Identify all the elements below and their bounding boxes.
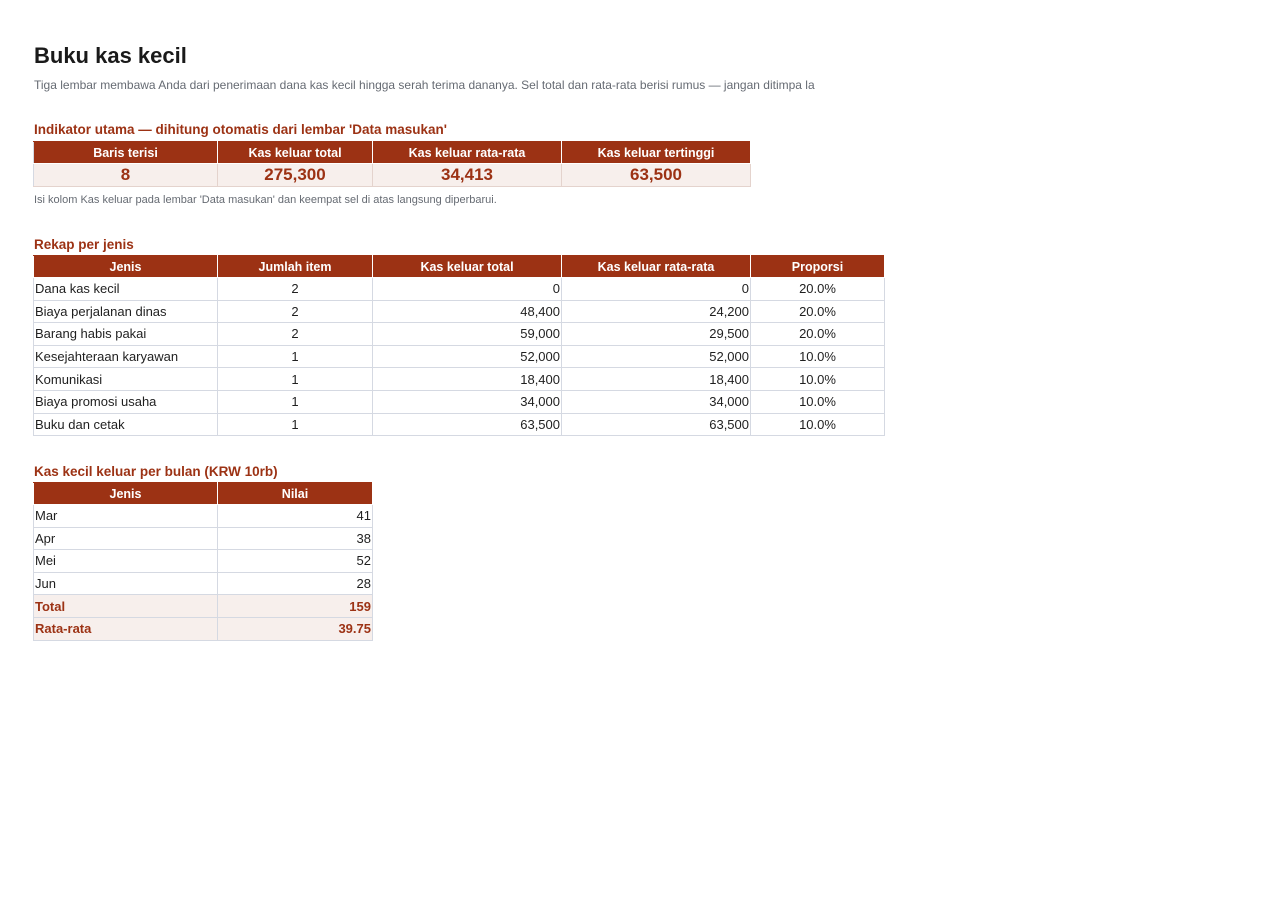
cell-jumlah-item[interactable]: 2 bbox=[218, 323, 373, 346]
rekap-header-cell[interactable]: Kas keluar total bbox=[373, 256, 562, 278]
cell-bulan[interactable]: Jun bbox=[34, 572, 218, 595]
cell-jenis[interactable]: Biaya promosi usaha bbox=[34, 390, 218, 413]
cell-rata-rata[interactable]: 18,400 bbox=[562, 368, 751, 391]
rekap-header-cell[interactable]: Jumlah item bbox=[218, 256, 373, 278]
rekap-section-title: Rekap per jenis bbox=[34, 237, 134, 252]
cell-jumlah-item[interactable]: 2 bbox=[218, 278, 373, 301]
sheet-subtitle: Tiga lembar membawa Anda dari penerimaan dana kas kecil hingga serah terima dananya. Sel total dan rata-rata berisi rumus — jangan ditimpa la bbox=[34, 78, 815, 92]
table-row bbox=[34, 550, 373, 573]
rekap-header-cell[interactable]: Jenis bbox=[34, 256, 218, 278]
cell-proporsi[interactable]: 10.0% bbox=[751, 413, 885, 436]
table-row bbox=[34, 390, 885, 413]
cell-total[interactable]: 59,000 bbox=[373, 323, 562, 346]
bulan-header-cell[interactable]: Jenis bbox=[34, 483, 218, 505]
cell-proporsi[interactable]: 20.0% bbox=[751, 323, 885, 346]
cell-proporsi[interactable]: 20.0% bbox=[751, 300, 885, 323]
kpi-total-outflow-cell[interactable]: 275,300 bbox=[218, 164, 373, 187]
kpi-max-outflow-cell[interactable]: 63,500 bbox=[562, 164, 751, 187]
cell-jumlah-item[interactable]: 1 bbox=[218, 368, 373, 391]
total-label-cell[interactable]: Total bbox=[34, 595, 218, 618]
cell-proporsi[interactable]: 10.0% bbox=[751, 345, 885, 368]
cell-nilai[interactable]: 52 bbox=[218, 550, 373, 573]
cell-nilai[interactable]: 41 bbox=[218, 505, 373, 528]
average-value-cell[interactable]: 39.75 bbox=[218, 617, 373, 640]
cell-jumlah-item[interactable]: 1 bbox=[218, 345, 373, 368]
table-row bbox=[34, 505, 373, 528]
cell-total[interactable]: 18,400 bbox=[373, 368, 562, 391]
rekap-table bbox=[33, 255, 885, 436]
cell-total[interactable]: 0 bbox=[373, 278, 562, 301]
cell-jenis[interactable]: Barang habis pakai bbox=[34, 323, 218, 346]
table-row bbox=[34, 278, 885, 301]
cell-bulan[interactable]: Apr bbox=[34, 527, 218, 550]
cell-jenis[interactable]: Kesejahteraan karyawan bbox=[34, 345, 218, 368]
bulan-section-title: Kas kecil keluar per bulan (KRW 10rb) bbox=[34, 464, 278, 479]
kpi-value-row bbox=[34, 164, 751, 187]
kpi-header-row bbox=[34, 142, 751, 164]
table-row bbox=[34, 368, 885, 391]
cell-rata-rata[interactable]: 24,200 bbox=[562, 300, 751, 323]
cell-nilai[interactable]: 38 bbox=[218, 527, 373, 550]
cell-total[interactable]: 34,000 bbox=[373, 390, 562, 413]
cell-jenis[interactable]: Komunikasi bbox=[34, 368, 218, 391]
cell-jenis[interactable]: Biaya perjalanan dinas bbox=[34, 300, 218, 323]
table-row bbox=[34, 345, 885, 368]
cell-total[interactable]: 63,500 bbox=[373, 413, 562, 436]
bulan-table bbox=[33, 482, 373, 641]
kpi-header-cell[interactable]: Baris terisi bbox=[34, 142, 218, 164]
kpi-header-cell[interactable]: Kas keluar tertinggi bbox=[562, 142, 751, 164]
table-row bbox=[34, 527, 373, 550]
average-row bbox=[34, 617, 373, 640]
cell-nilai[interactable]: 28 bbox=[218, 572, 373, 595]
cell-rata-rata[interactable]: 29,500 bbox=[562, 323, 751, 346]
cell-rata-rata[interactable]: 63,500 bbox=[562, 413, 751, 436]
kpi-table bbox=[33, 141, 751, 187]
table-row bbox=[34, 413, 885, 436]
cell-proporsi[interactable]: 10.0% bbox=[751, 368, 885, 391]
cell-proporsi[interactable]: 10.0% bbox=[751, 390, 885, 413]
table-row bbox=[34, 572, 373, 595]
cell-jumlah-item[interactable]: 1 bbox=[218, 413, 373, 436]
cell-jumlah-item[interactable]: 1 bbox=[218, 390, 373, 413]
kpi-header-cell[interactable]: Kas keluar rata-rata bbox=[373, 142, 562, 164]
sheet-title: Buku kas kecil bbox=[34, 43, 187, 68]
cell-rata-rata[interactable]: 0 bbox=[562, 278, 751, 301]
total-row bbox=[34, 595, 373, 618]
cell-jumlah-item[interactable]: 2 bbox=[218, 300, 373, 323]
kpi-header-cell[interactable]: Kas keluar total bbox=[218, 142, 373, 164]
kpi-average-outflow-cell[interactable]: 34,413 bbox=[373, 164, 562, 187]
average-label-cell[interactable]: Rata-rata bbox=[34, 617, 218, 640]
kpi-section-title: Indikator utama — dihitung otomatis dari lembar 'Data masukan' bbox=[34, 122, 447, 137]
cell-bulan[interactable]: Mei bbox=[34, 550, 218, 573]
cell-total[interactable]: 48,400 bbox=[373, 300, 562, 323]
cell-proporsi[interactable]: 20.0% bbox=[751, 278, 885, 301]
cell-jenis[interactable]: Dana kas kecil bbox=[34, 278, 218, 301]
bulan-header-cell[interactable]: Nilai bbox=[218, 483, 373, 505]
table-row bbox=[34, 300, 885, 323]
rekap-header-cell[interactable]: Kas keluar rata-rata bbox=[562, 256, 751, 278]
total-value-cell[interactable]: 159 bbox=[218, 595, 373, 618]
kpi-filled-rows-cell[interactable]: 8 bbox=[34, 164, 218, 187]
cell-rata-rata[interactable]: 34,000 bbox=[562, 390, 751, 413]
kpi-note: Isi kolom Kas keluar pada lembar 'Data masukan' dan keempat sel di atas langsung diperbarui. bbox=[34, 194, 497, 206]
bulan-header-row bbox=[34, 483, 373, 505]
cell-rata-rata[interactable]: 52,000 bbox=[562, 345, 751, 368]
table-row bbox=[34, 323, 885, 346]
cell-jenis[interactable]: Buku dan cetak bbox=[34, 413, 218, 436]
rekap-header-row bbox=[34, 256, 885, 278]
rekap-header-cell[interactable]: Proporsi bbox=[751, 256, 885, 278]
cell-bulan[interactable]: Mar bbox=[34, 505, 218, 528]
cell-total[interactable]: 52,000 bbox=[373, 345, 562, 368]
